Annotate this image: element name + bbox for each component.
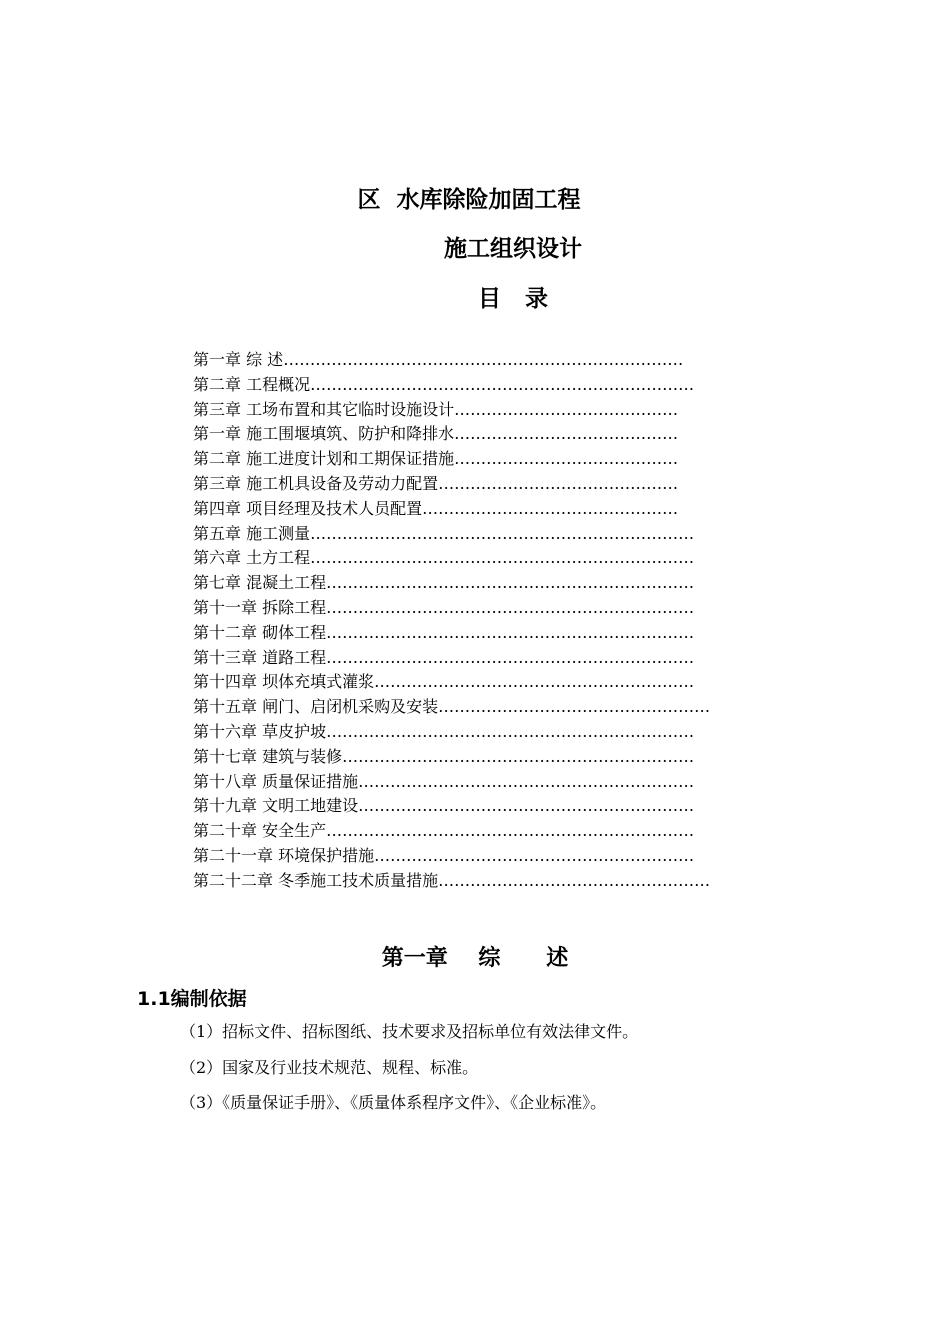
toc-entry-label: 第十二章 砌体工程 xyxy=(193,622,327,642)
toc-entry[interactable] xyxy=(193,546,793,571)
toc-leader-dots: …………………………………… xyxy=(454,424,679,444)
toc-entry-label: 第十四章 坝体充填式灌浆 xyxy=(193,672,375,692)
toc-entry-label: 第二章 工程概况 xyxy=(193,374,311,394)
toc-leader-dots: …………………………………………………………… xyxy=(326,821,695,841)
toc-leader-dots: ……………………………………………………………… xyxy=(310,548,695,568)
toc-entry-label: 第十一章 拆除工程 xyxy=(193,597,327,617)
toc-entry[interactable] xyxy=(193,794,793,819)
toc-leader-dots: …………………………………… xyxy=(454,449,679,469)
basis-item-2: （2）国家及行业技术规范、规程、标准。 xyxy=(180,1058,479,1077)
table-of-contents xyxy=(193,348,793,894)
toc-entry[interactable] xyxy=(193,621,793,646)
toc-entry[interactable] xyxy=(193,695,793,720)
toc-entry[interactable] xyxy=(193,522,793,547)
toc-entry-label: 第二十二章 冬季施工技术质量措施 xyxy=(193,870,439,890)
toc-entry-label: 第十八章 质量保证措施 xyxy=(193,771,359,791)
toc-leader-dots: …………………………………………………………… xyxy=(326,573,695,593)
toc-entry-label: 第一章 综 述 xyxy=(193,350,284,369)
toc-leader-dots: ………………………………………… xyxy=(422,498,679,518)
toc-leader-dots: …………………………………………………… xyxy=(374,672,695,692)
toc-leader-dots: …………………………………………………………… xyxy=(326,647,695,667)
toc-entry-label: 第一章 施工围堰填筑、防护和降排水 xyxy=(193,424,455,444)
toc-entry-label: 第五章 施工测量 xyxy=(193,523,311,543)
toc-leader-dots: …………………………………………………………… xyxy=(326,597,695,617)
basis-item-1: （1）招标文件、招标图纸、技术要求及招标单位有效法律文件。 xyxy=(180,1022,639,1041)
toc-leader-dots: …………………………………………… xyxy=(438,697,711,717)
toc-entry-label: 第二十一章 环境保护措施 xyxy=(193,845,375,865)
project-title: 区 水库除险加固工程 xyxy=(357,187,581,213)
toc-entry[interactable] xyxy=(193,472,793,497)
toc-entry[interactable] xyxy=(193,670,793,695)
toc-leader-dots: …………………………………………………… xyxy=(374,845,695,865)
toc-entry-label: 第十九章 文明工地建设 xyxy=(193,796,359,816)
toc-heading: 目 录 xyxy=(477,286,549,312)
toc-leader-dots: …………………………………………………………… xyxy=(326,622,695,642)
section-1-1-heading: 1.1编制依据 xyxy=(137,988,247,1010)
toc-entry-label: 第七章 混凝土工程 xyxy=(193,573,327,593)
toc-leader-dots: …………………………………… xyxy=(454,399,679,419)
toc-entry-label: 第十三章 道路工程 xyxy=(193,647,327,667)
toc-entry-label: 第三章 施工机具设备及劳动力配置 xyxy=(193,473,439,493)
toc-entry-label: 第三章 工场布置和其它临时设施设计 xyxy=(193,399,455,419)
toc-leader-dots: ……………………………………………………… xyxy=(358,796,695,816)
toc-leader-dots: ………………………………………………………… xyxy=(342,746,695,766)
toc-entry-label: 第十五章 闸门、启闭机采购及安装 xyxy=(193,697,439,717)
toc-entry[interactable] xyxy=(193,770,793,795)
toc-entry-label: 第二十章 安全生产 xyxy=(193,821,327,841)
toc-entry[interactable] xyxy=(193,422,793,447)
toc-entry-label: 第十七章 建筑与装修 xyxy=(193,746,343,766)
toc-leader-dots: ……………………………………… xyxy=(438,473,679,493)
toc-entry[interactable] xyxy=(193,373,793,398)
toc-entry[interactable] xyxy=(193,497,793,522)
toc-entry[interactable] xyxy=(193,447,793,472)
toc-entry[interactable] xyxy=(193,596,793,621)
toc-leader-dots: …………………………………………………………… xyxy=(326,721,695,741)
toc-entry[interactable] xyxy=(193,745,793,770)
toc-entry[interactable] xyxy=(193,348,793,373)
toc-entry-label: 第十六章 草皮护坡 xyxy=(193,721,327,741)
toc-leader-dots: ……………………………………………………………… xyxy=(310,523,695,543)
toc-entry[interactable] xyxy=(193,819,793,844)
chapter-1-heading: 第一章 综 述 xyxy=(381,946,569,971)
toc-entry[interactable] xyxy=(193,720,793,745)
document-subtitle: 施工组织设计 xyxy=(444,236,582,262)
toc-leader-dots: ……………………………………………………………… xyxy=(310,374,695,394)
toc-leader-dots: ………………………………………………………………… xyxy=(283,350,684,369)
toc-entry[interactable] xyxy=(193,844,793,869)
toc-entry[interactable] xyxy=(193,398,793,423)
toc-entry[interactable] xyxy=(193,571,793,596)
toc-leader-dots: …………………………………………… xyxy=(438,870,711,890)
basis-item-3: （3）《质量保证手册》、《质量体系程序文件》、《企业标准》。 xyxy=(180,1093,607,1112)
toc-leader-dots: ……………………………………………………… xyxy=(358,771,695,791)
toc-entry-label: 第四章 项目经理及技术人员配置 xyxy=(193,498,423,518)
toc-entry-label: 第二章 施工进度计划和工期保证措施 xyxy=(193,449,455,469)
toc-entry[interactable] xyxy=(193,869,793,894)
toc-entry-label: 第六章 土方工程 xyxy=(193,548,311,568)
toc-entry[interactable] xyxy=(193,646,793,671)
